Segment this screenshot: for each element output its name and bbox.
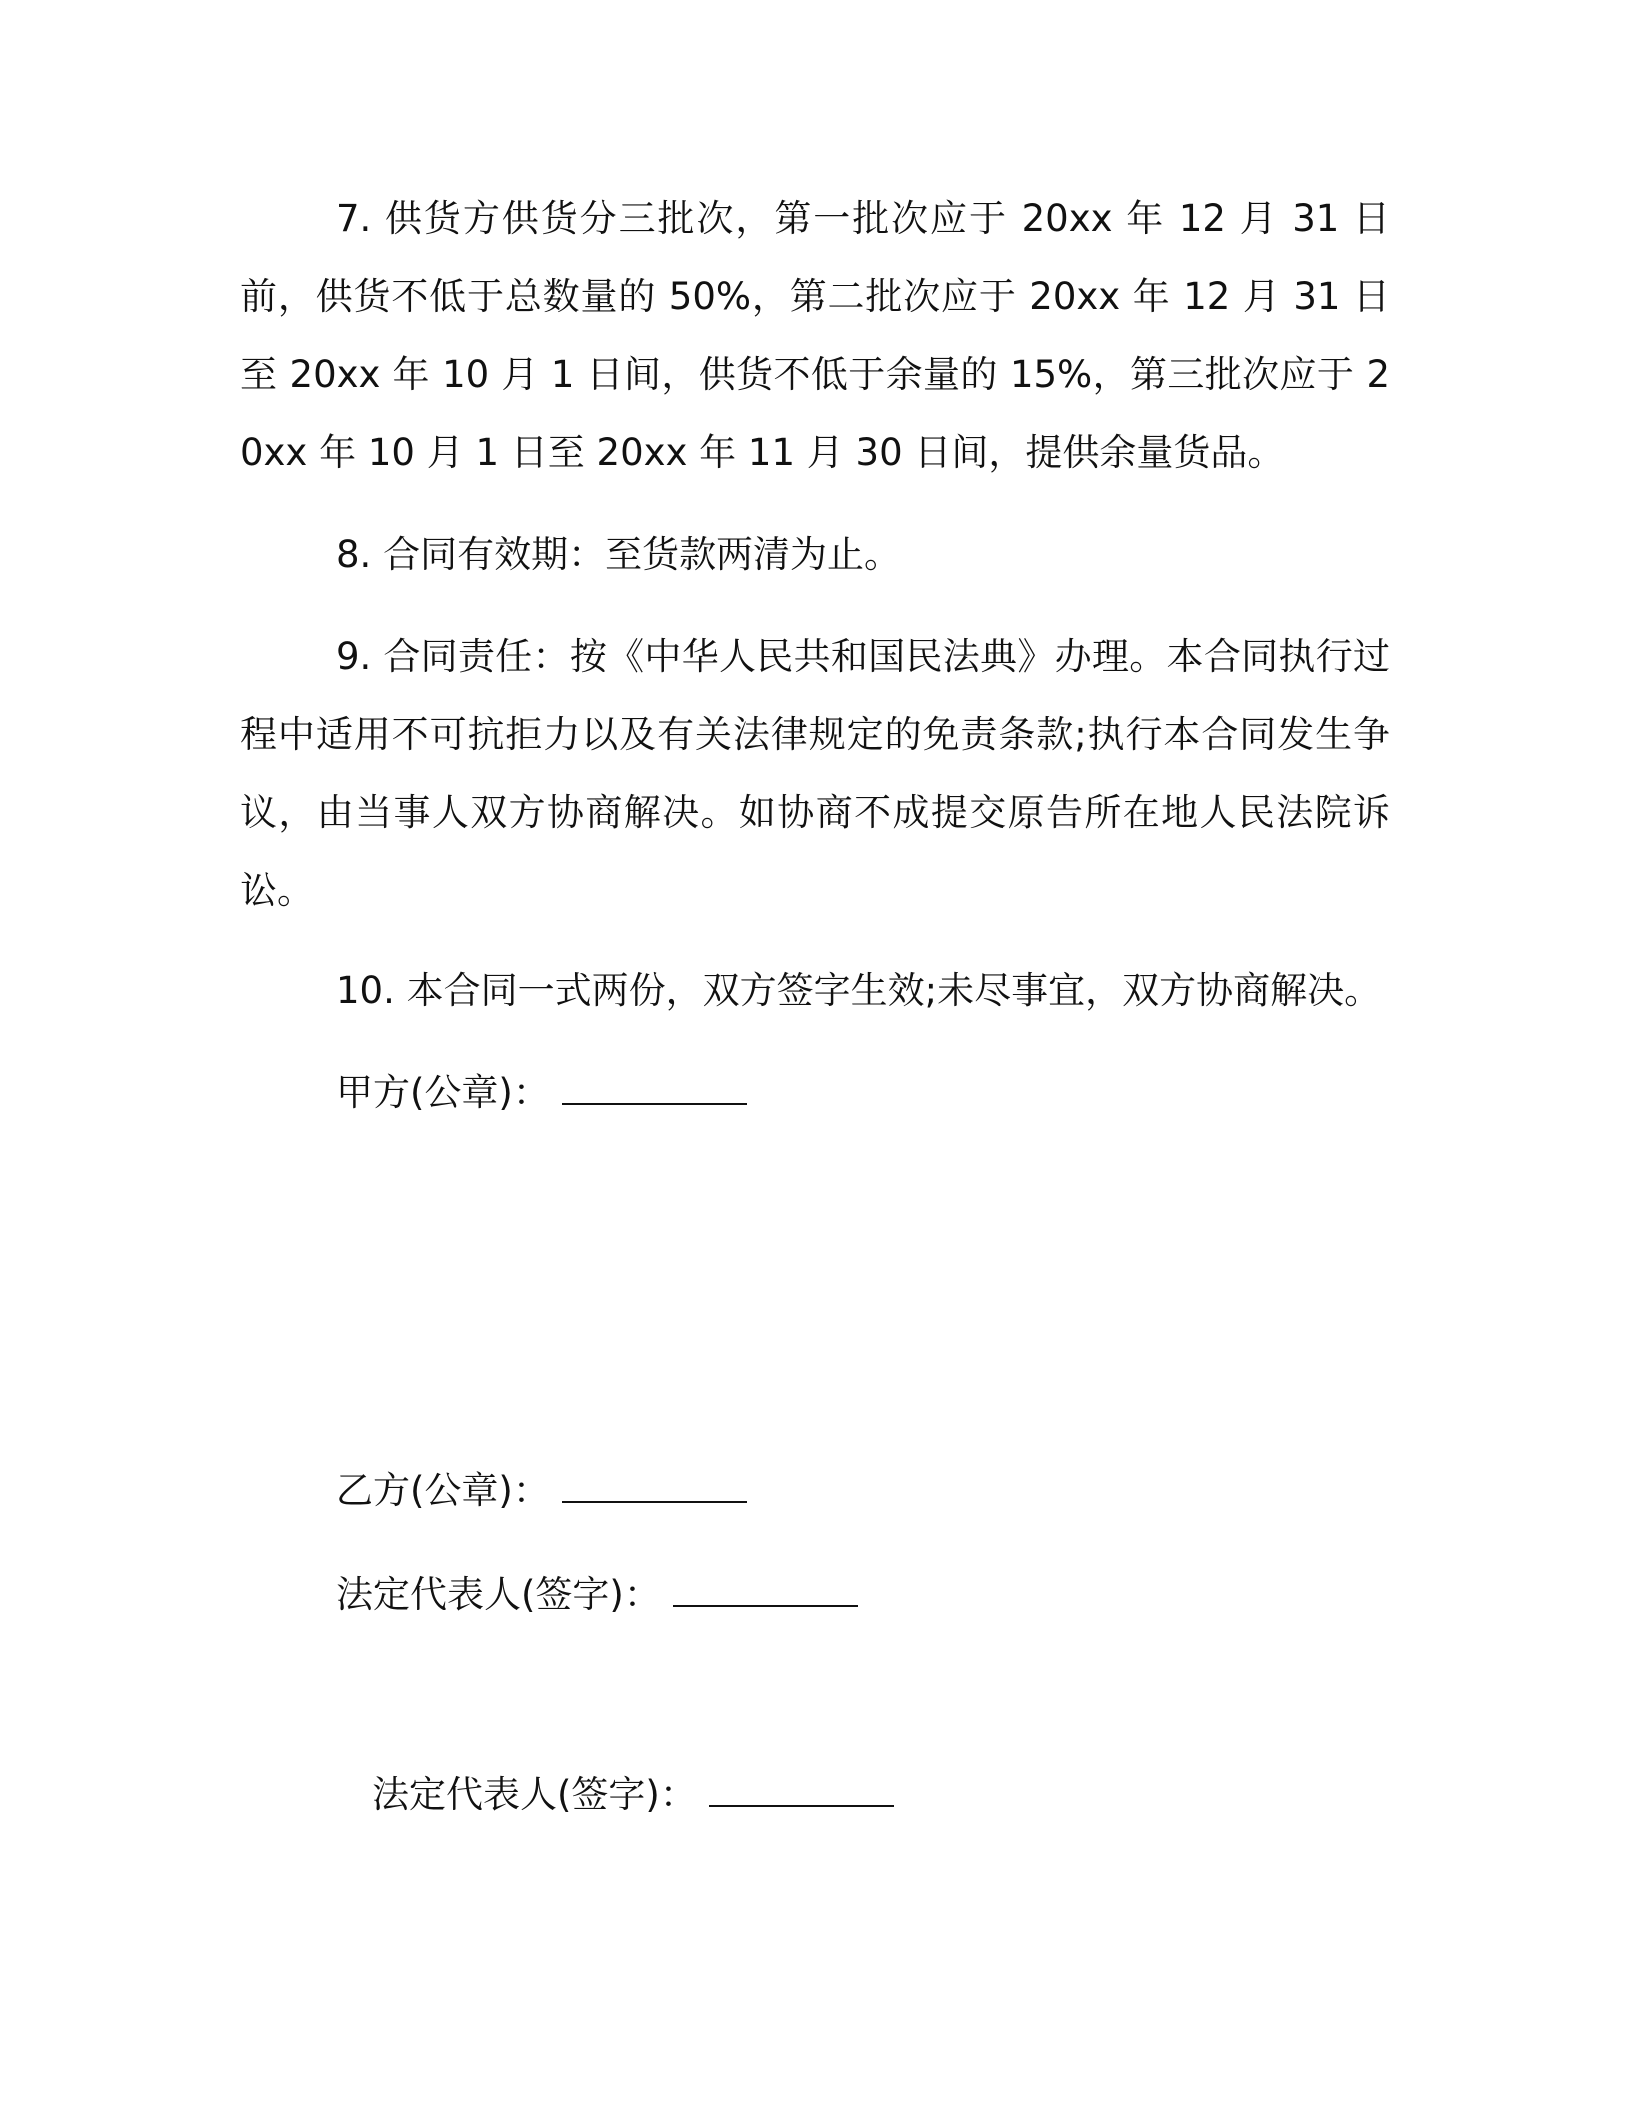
clause-8: 8. 合同有效期：至货款两清为止。 [336,533,902,576]
legal-rep-label-1: 法定代表人(签字)： [336,1573,661,1616]
party-b-seal-line [336,1452,747,1530]
legal-rep-signature-blank-1[interactable] [673,1601,858,1607]
party-a-seal-line [336,1054,747,1132]
legal-rep-signature-line-1 [336,1556,858,1634]
party-a-seal-label: 甲方(公章)： [336,1071,550,1114]
clause-10: 10. 本合同一式两份，双方签字生效;未尽事宜，双方协商解决。 [336,969,1382,1012]
clause-7: 7. 供货方供货分三批次，第一批次应于 20xx 年 12 月 31 日前，供货不低于总数量的 50%，第二批次应于 20xx 年 12 月 31 日至 20xx 年 10 月 1 日间，供货不低于余量的 15%，第三批次应于 20xx 年 10 月 1 日至 20xx 年 11 月 30 日间，提供余量货品。 [240,197,1390,474]
legal-rep-signature-blank-2[interactable] [709,1801,894,1807]
legal-rep-label-2: 法定代表人(签字)： [372,1773,697,1816]
party-a-seal-blank[interactable] [562,1099,747,1105]
party-b-seal-label: 乙方(公章)： [336,1469,550,1512]
legal-rep-signature-line-2 [372,1756,894,1834]
party-b-seal-blank[interactable] [562,1497,747,1503]
clause-9: 9. 合同责任：按《中华人民共和国民法典》办理。本合同执行过程中适用不可抗拒力以及有关法律规定的免责条款;执行本合同发生争议，由当事人双方协商解决。如协商不成提交原告所在地人民法院诉讼。 [240,635,1390,912]
